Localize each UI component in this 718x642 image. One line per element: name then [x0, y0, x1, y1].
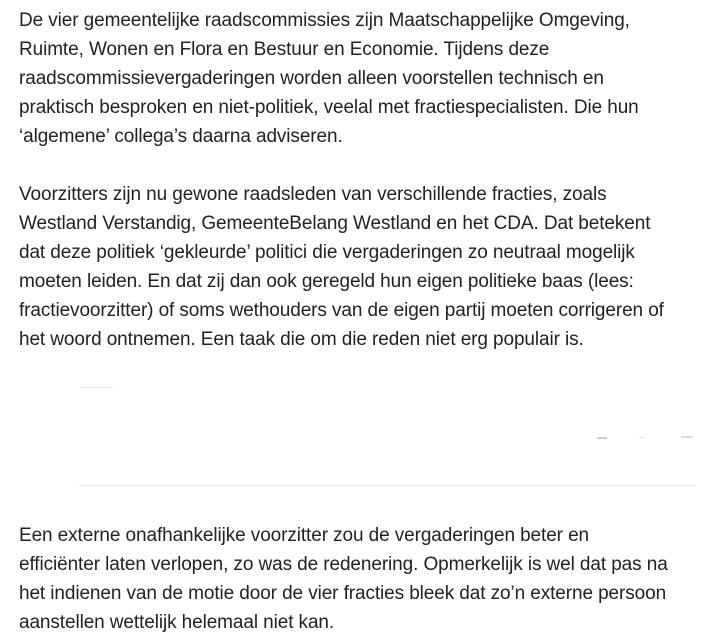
text-line: Ruimte, Wonen en Flora en Bestuur en Economie. Tijdens deze [19, 39, 550, 60]
embed-artifact [681, 436, 693, 438]
embed-artifact [639, 437, 645, 438]
text-line: Westland Verstandig, GemeenteBelang Westland en het CDA. Dat betekent [19, 213, 651, 234]
text-line: fractievoorzitter) of soms wethouders van de eigen partij moeten corrigeren of [19, 300, 664, 321]
text-line: aanstellen wettelijk helemaal niet kan. [19, 612, 335, 633]
text-line: De vier gemeentelijke raadscommissies zijn Maatschappelijke Omgeving, [19, 10, 630, 31]
text-line: het woord ontnemen. Een taak die om die reden niet erg populair is. [19, 329, 584, 350]
embed-frame [79, 385, 695, 486]
paragraph-commissions [19, 6, 711, 151]
text-line: efficiënter laten verlopen, zo was de redenering. Opmerkelijk is wel dat pas na [19, 554, 668, 575]
text-line: dat deze politiek ‘gekleurde’ politici die vergaderingen zo neutraal mogelijk [19, 242, 635, 263]
embed-artifact [81, 387, 113, 388]
text-line: Voorzitters zijn nu gewone raadsleden van verschillende fracties, zoals [19, 184, 607, 205]
article-body [19, 6, 711, 637]
text-line: ‘algemene’ collega’s daarna adviseren. [19, 126, 343, 147]
text-line: Een externe onafhankelijke voorzitter zou de vergaderingen beter en [19, 525, 590, 546]
text-line: het indienen van de motie door de vier fracties bleek dat zo’n externe persoon [19, 583, 667, 604]
paragraph-chairs [19, 180, 711, 354]
paragraph-external-chair [19, 521, 711, 637]
text-line: moeten leiden. En dat zij dan ook geregeld hun eigen politieke baas (lees: [19, 271, 634, 292]
embed-artifact [597, 437, 607, 439]
text-line: praktisch besproken en niet-politiek, veelal met fractiespecialisten. Die hun [19, 97, 639, 118]
text-line: raadscommissievergaderingen worden alleen voorstellen technisch en [19, 68, 604, 89]
embedded-media-placeholder [19, 367, 711, 521]
